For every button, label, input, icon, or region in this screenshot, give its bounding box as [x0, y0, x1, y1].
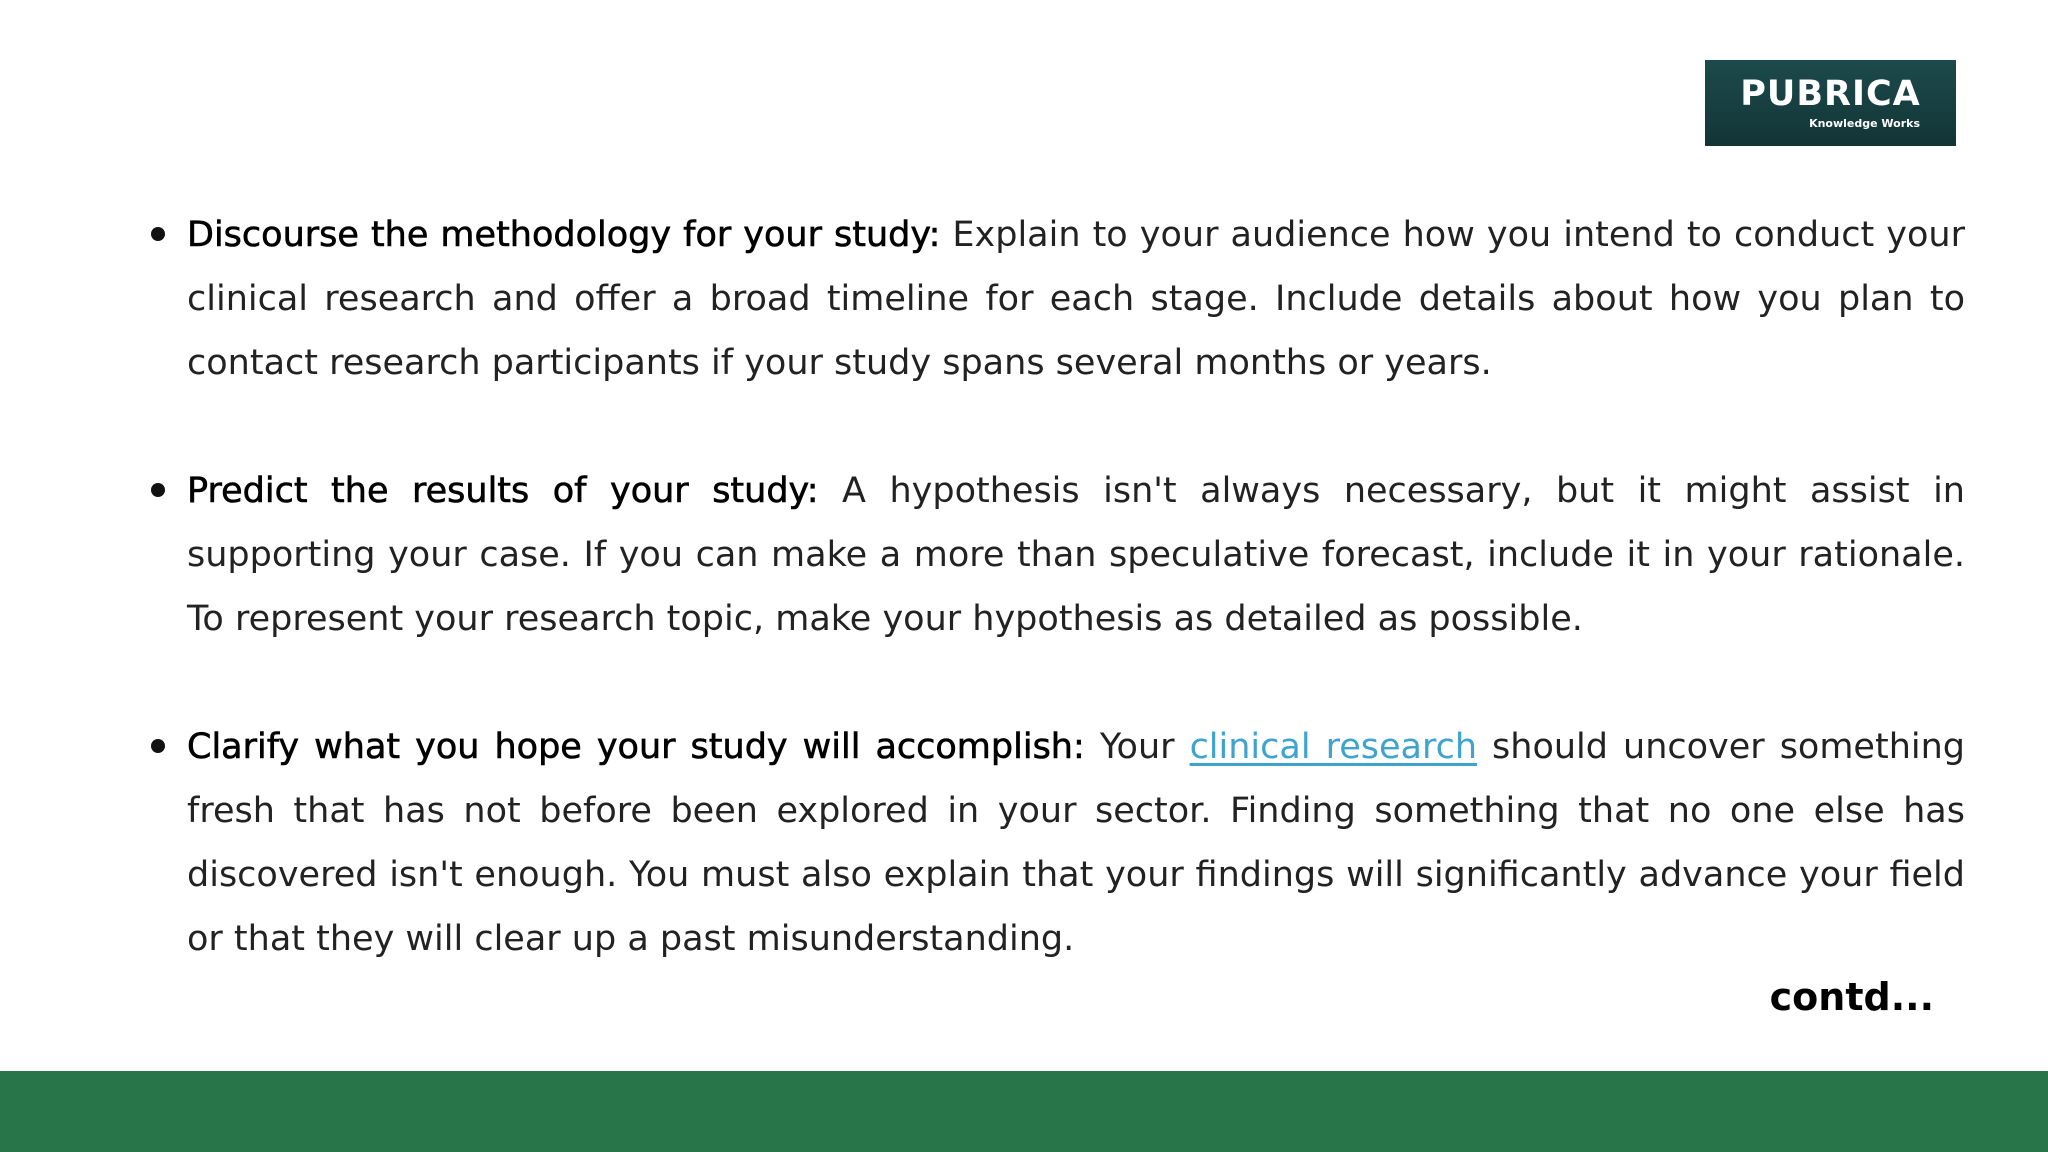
bullet-dot-icon — [151, 227, 165, 241]
footer-bar — [0, 1071, 2048, 1152]
bullet-lead: Predict the results of your study: — [187, 471, 819, 511]
bullet-text: Explain to your audience how you intend to conduct your clinical research and offer a broad timeline for each stage. Include details about how you plan to contact research participants if your study spans several months or years. — [187, 215, 1965, 383]
bullet-list — [187, 203, 1965, 1035]
bullet-predict-results — [187, 459, 1965, 651]
contd-label: contd... — [1769, 975, 1934, 1019]
bullet-text-after: should uncover something fresh that has not before been explored in your sector. Finding something that no one else has discovered isn't enough. You must also explain that your findings will significantly advance your field or that they will clear up a past misunderstanding. — [187, 727, 1965, 959]
pubrica-logo — [1705, 60, 1956, 146]
bullet-clarify-goals — [187, 715, 1965, 971]
bullet-text: A hypothesis isn't always necessary, but it might assist in supporting your case. If you can make a more than speculative forecast, include it in your rationale. To represent your research topic, make your hypothesis as detailed as possible. — [187, 471, 1965, 639]
clinical-research-link[interactable]: clinical research — [1189, 727, 1478, 767]
bullet-dot-icon — [151, 739, 165, 753]
bullet-lead: Clarify what you hope your study will accomplish: — [187, 727, 1085, 767]
bullet-lead: Discourse the methodology for your study: — [187, 215, 941, 255]
bullet-text-before: Your — [1099, 727, 1175, 767]
bullet-methodology — [187, 203, 1965, 395]
logo-name: PUBRICA — [1740, 74, 1921, 114]
logo-tagline: Knowledge Works — [1809, 117, 1920, 130]
bullet-dot-icon — [151, 483, 165, 497]
